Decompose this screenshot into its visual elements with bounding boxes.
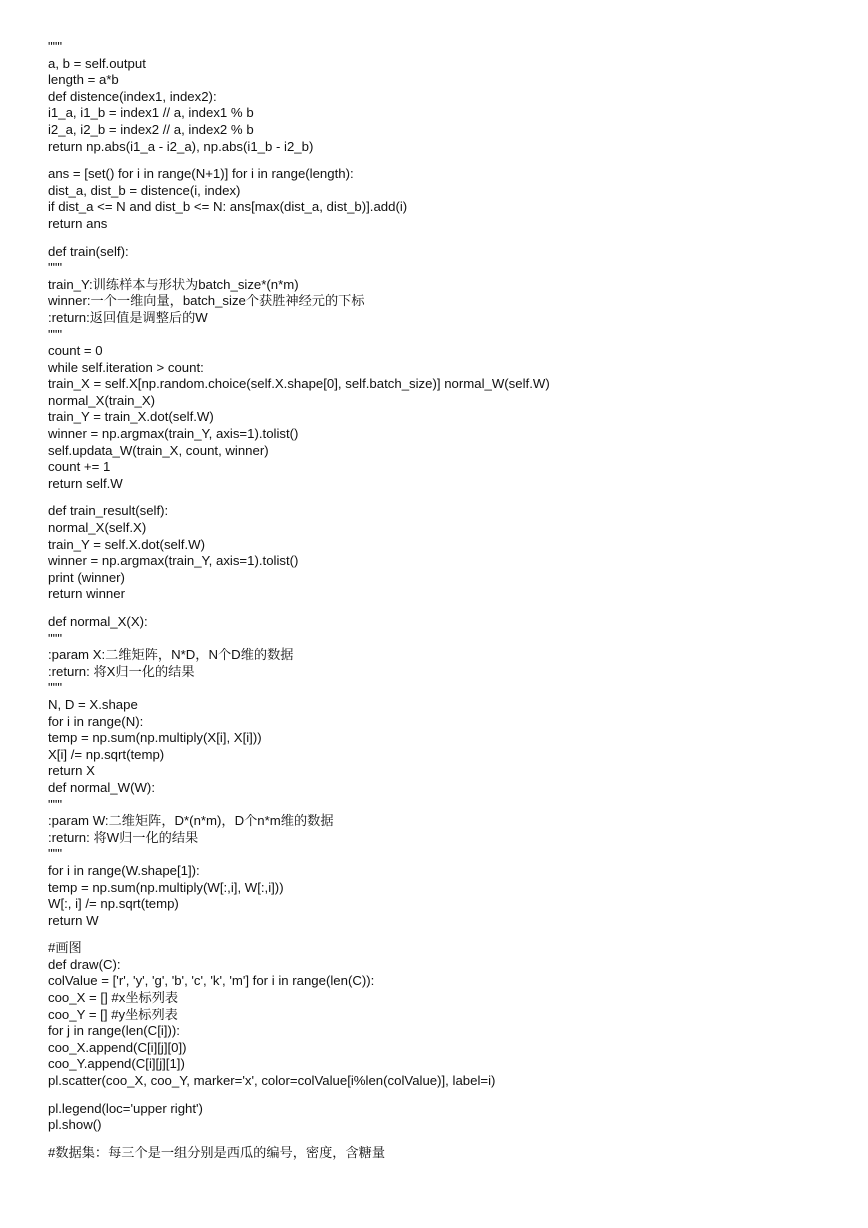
code-line: i1_a, i1_b = index1 // a, index1 % b xyxy=(48,105,254,121)
code-line: return self.W xyxy=(48,475,123,491)
code-line: for j in range(len(C[i])): xyxy=(48,1023,180,1039)
code-line: normal_X(self.X) xyxy=(48,520,147,536)
code-line: pl.scatter(coo_X, coo_Y, marker='x', color=colValue[i%len(colValue)], label=i) xyxy=(48,1073,496,1089)
code-line: dist_a, dist_b = distence(i, index) xyxy=(48,182,241,198)
code-line: def normal_W(W): xyxy=(48,779,155,795)
code-block xyxy=(48,614,848,929)
code-line: """ xyxy=(48,630,63,646)
code-line: coo_X = [] #x坐标列表 xyxy=(48,990,179,1006)
code-line: """ xyxy=(48,326,63,342)
code-line: count += 1 xyxy=(48,459,111,475)
code-block xyxy=(48,39,848,155)
code-line: def distence(index1, index2): xyxy=(48,88,217,104)
code-line: self.updata_W(train_X, count, winner) xyxy=(48,442,269,458)
code-block xyxy=(48,244,848,493)
code-line: train_Y = self.X.dot(self.W) xyxy=(48,536,205,552)
code-line: length = a*b xyxy=(48,72,119,88)
code-block xyxy=(48,166,848,232)
code-line: :return: 将X归一化的结果 xyxy=(48,663,195,679)
code-line: """ xyxy=(48,680,63,696)
code-line: train_Y = train_X.dot(self.W) xyxy=(48,409,214,425)
code-block xyxy=(48,1101,848,1134)
code-line: train_X = self.X[np.random.choice(self.X.shape[0], self.batch_size)] normal_W(self.W) xyxy=(48,376,550,392)
code-line: return winner xyxy=(48,586,125,602)
code-line: W[:, i] /= np.sqrt(temp) xyxy=(48,896,179,912)
code-line: return X xyxy=(48,763,95,779)
code-line: X[i] /= np.sqrt(temp) xyxy=(48,746,165,762)
code-line: N, D = X.shape xyxy=(48,696,138,712)
code-line: def train(self): xyxy=(48,243,129,259)
code-line: """ xyxy=(48,260,63,276)
code-line: winner = np.argmax(train_Y, axis=1).tolist() xyxy=(48,426,299,442)
code-line: print (winner) xyxy=(48,569,125,585)
code-line: pl.show() xyxy=(48,1117,102,1133)
code-line: coo_X.append(C[i][j][0]) xyxy=(48,1039,187,1055)
code-line: def normal_X(X): xyxy=(48,614,148,629)
code-block xyxy=(48,940,848,1089)
code-line: pl.legend(loc='upper right') xyxy=(48,1100,203,1116)
code-block xyxy=(48,1145,848,1162)
code-line: :return:返回值是调整后的W xyxy=(48,309,208,325)
code-line: return W xyxy=(48,912,99,928)
code-line: :param X:二维矩阵，N*D，N个D维的数据 xyxy=(48,647,294,663)
code-line: #画图 xyxy=(48,940,82,956)
code-line: return ans xyxy=(48,215,108,231)
code-line: if dist_a <= N and dist_b <= N: ans[max(dist_a, dist_b)].add(i) xyxy=(48,199,408,215)
code-line: :return: 将W归一化的结果 xyxy=(48,829,199,845)
code-line: i2_a, i2_b = index2 // a, index2 % b xyxy=(48,121,254,137)
code-line: def train_result(self): xyxy=(48,503,169,519)
code-line: temp = np.sum(np.multiply(W[:,i], W[:,i])) xyxy=(48,879,284,895)
code-line: for i in range(N): xyxy=(48,713,144,729)
code-line: winner:一个一维向量，batch_size个获胜神经元的下标 xyxy=(48,293,365,309)
code-line: ans = [set() for i in range(N+1)] for i in range(length): xyxy=(48,166,354,182)
code-line: colValue = ['r', 'y', 'g', 'b', 'c', 'k', 'm'] for i in range(len(C)): xyxy=(48,973,375,989)
code-line: normal_X(train_X) xyxy=(48,392,156,408)
code-line: coo_Y.append(C[i][j][1]) xyxy=(48,1056,185,1072)
code-line: """ xyxy=(48,796,63,812)
code-line: train_Y:训练样本与形状为batch_size*(n*m) xyxy=(48,276,299,292)
code-line: count = 0 xyxy=(48,343,103,359)
code-line: """ xyxy=(48,39,63,54)
code-line: for i in range(W.shape[1]): xyxy=(48,862,200,878)
code-line: def draw(C): xyxy=(48,956,121,972)
code-line: coo_Y = [] #y坐标列表 xyxy=(48,1006,178,1022)
code-line: a, b = self.output xyxy=(48,55,146,71)
code-line: :param W:二维矩阵，D*(n*m)，D个n*m维的数据 xyxy=(48,813,334,829)
code-line: winner = np.argmax(train_Y, axis=1).tolist() xyxy=(48,553,299,569)
code-line: temp = np.sum(np.multiply(X[i], X[i])) xyxy=(48,730,262,746)
code-listing xyxy=(48,39,848,1172)
code-line: while self.iteration > count: xyxy=(48,359,204,375)
code-block xyxy=(48,503,848,603)
code-line: return np.abs(i1_a - i2_a), np.abs(i1_b - i2_b) xyxy=(48,138,314,154)
code-line: #数据集：每三个是一组分别是西瓜的编号，密度，含糖量 xyxy=(48,1144,386,1160)
code-line: """ xyxy=(48,846,63,862)
